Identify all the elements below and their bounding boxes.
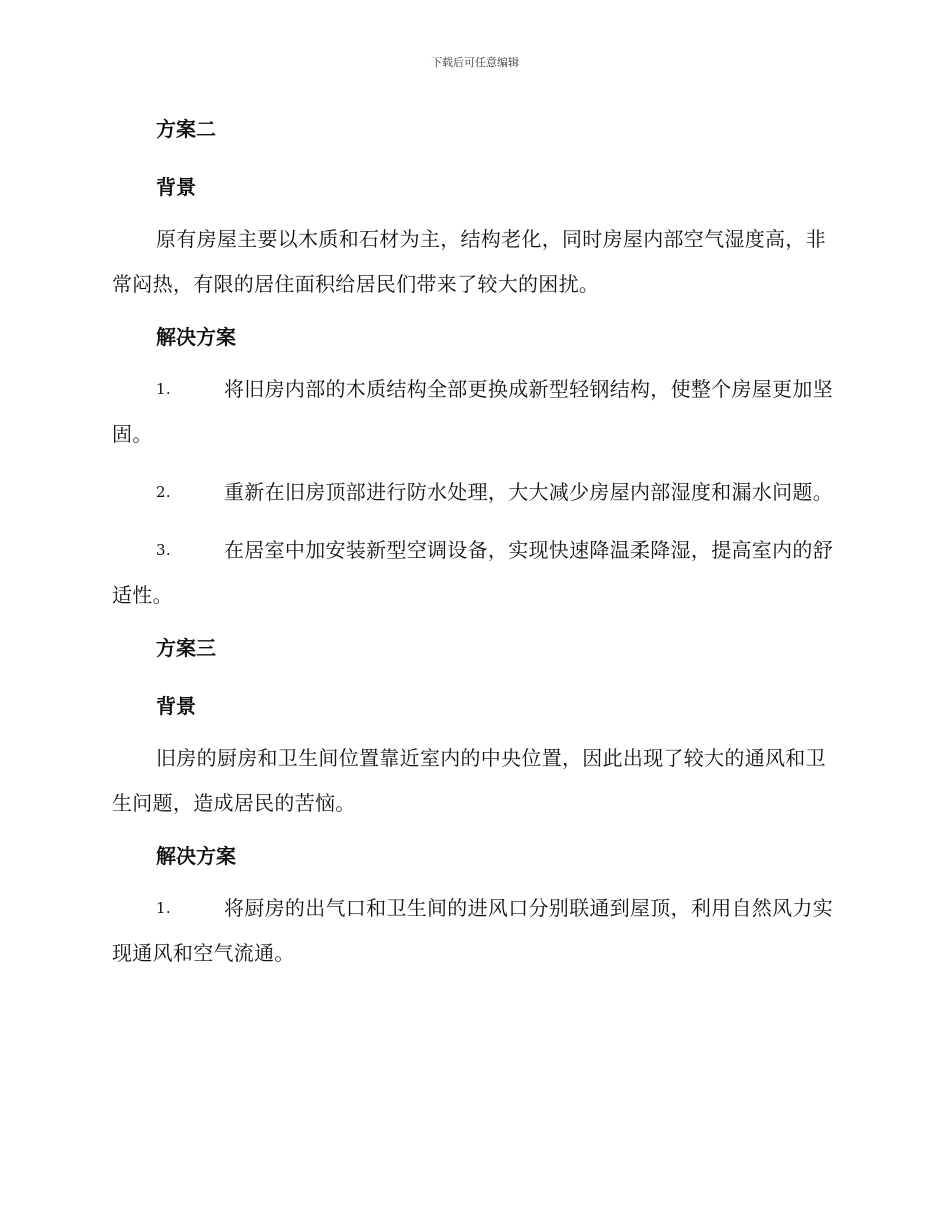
list-item <box>112 886 838 976</box>
background-heading: 背景 <box>156 694 196 718</box>
section-title: 方案二 <box>156 117 216 141</box>
list-item-text: 将旧房内部的木质结构全部更换成新型轻钢结构，使整个房屋更加坚固。 <box>112 377 833 446</box>
solution-heading: 解决方案 <box>156 325 236 349</box>
section-title: 方案三 <box>156 636 216 660</box>
background-paragraph: 原有房屋主要以木质和石材为主，结构老化，同时房屋内部空气湿度高，非常闷热，有限的居住面积给居民们带来了较大的困扰。 <box>112 227 826 296</box>
list-item-text: 重新在旧房顶部进行防水处理，大大减少房屋内部湿度和漏水问题。 <box>224 480 833 504</box>
list-item <box>112 528 838 618</box>
list-item <box>112 367 838 457</box>
list-number: 3. <box>156 541 171 559</box>
document-content <box>112 112 838 976</box>
list-item-text: 将厨房的出气口和卫生间的进风口分别联通到屋顶，利用自然风力实现通风和空气流通。 <box>112 896 833 965</box>
background-paragraph: 旧房的厨房和卫生间位置靠近室内的中央位置，因此出现了较大的通风和卫生问题，造成居民的苦恼。 <box>112 746 826 815</box>
list-number: 2. <box>156 483 171 501</box>
page-header-note: 下载后可任意编辑 <box>431 56 519 69</box>
solution-heading: 解决方案 <box>156 844 236 868</box>
list-item-text: 在居室中加安装新型空调设备，实现快速降温柔降湿，提高室内的舒适性。 <box>112 538 833 607</box>
list-item <box>112 470 838 515</box>
list-number: 1. <box>156 380 171 398</box>
list-number: 1. <box>156 899 171 917</box>
background-heading: 背景 <box>156 175 196 199</box>
